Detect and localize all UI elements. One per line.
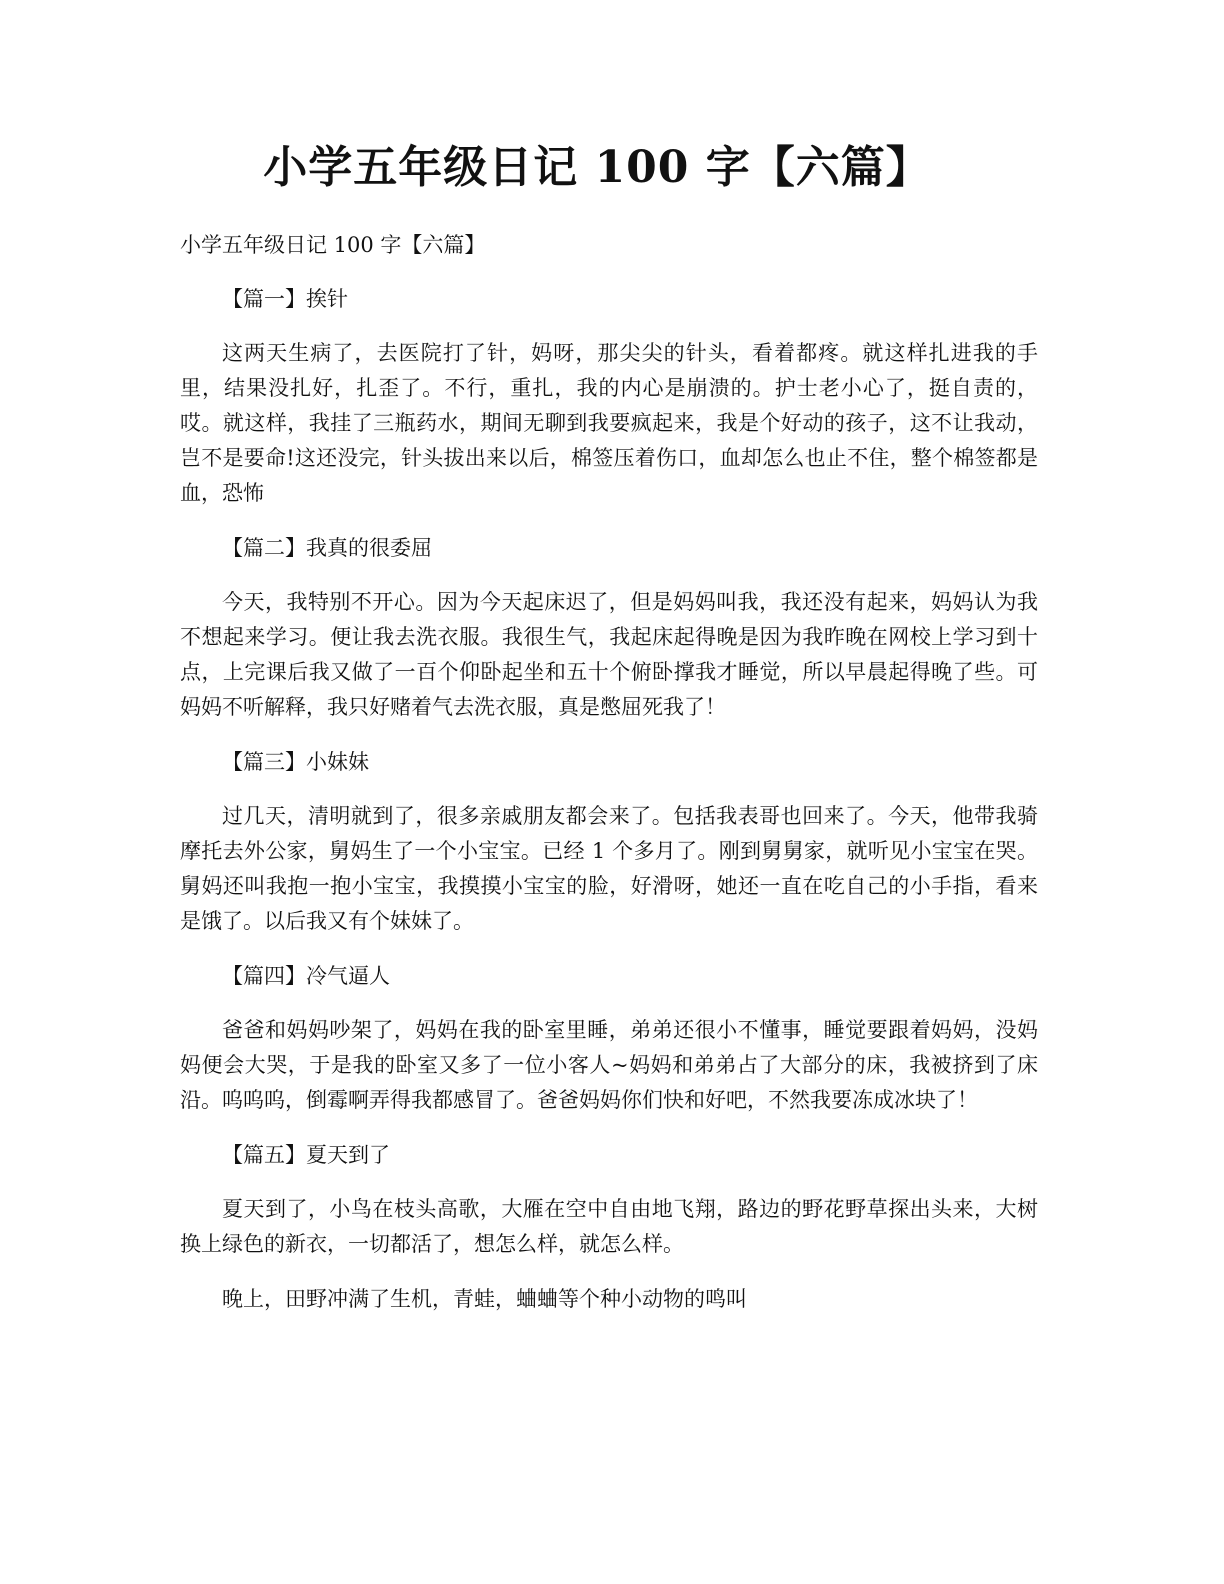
section-heading: 【篇五】夏天到了 [222,1143,390,1167]
section-paragraph: 夏天到了，小鸟在枝头高歌，大雁在空中自由地飞翔，路边的野花野草探出头来，大树换上绿色的新衣，一切都活了，想怎么样，就怎么样。 [180,1197,1038,1256]
section-4 [180,959,1038,1118]
section-paragraph: 过几天，清明就到了，很多亲戚朋友都会来了。包括我表哥也回来了。今天，他带我骑摩托去外公家，舅妈生了一个小宝宝。已经 1 个多月了。刚到舅舅家，就听见小宝宝在哭。舅妈还叫我抱一抱小宝宝，我摸摸小宝宝的脸，好滑呀，她还一直在吃自己的小手指，看来是饿了。以后我又有个妹妹了。 [180,804,1038,933]
section-paragraph: 这两天生病了，去医院打了针，妈呀，那尖尖的针头，看着都疼。就这样扎进我的手里，结果没扎好，扎歪了。不行，重扎，我的内心是崩溃的。护士老小心了，挺自责的，哎。就这样，我挂了三瓶药水，期间无聊到我要疯起来，我是个好动的孩子，这不让我动，岂不是要命!这还没完，针头拔出来以后，棉签压着伤口，血却怎么也止不住，整个棉签都是血，恐怖 [180,341,1038,505]
section-paragraph: 晚上，田野冲满了生机，青蛙，蛐蛐等个种小动物的鸣叫 [222,1287,747,1311]
section-heading: 【篇一】挨针 [222,287,348,311]
section-3 [180,745,1038,939]
section-paragraph: 爸爸和妈妈吵架了，妈妈在我的卧室里睡，弟弟还很小不懂事，睡觉要跟着妈妈，没妈妈便会大哭，于是我的卧室又多了一位小客人~妈妈和弟弟占了大部分的床，我被挤到了床沿。呜呜呜，倒霉啊弄得我都感冒了。爸爸妈妈你们快和好吧，不然我要冻成冰块了！ [180,1018,1038,1112]
section-heading: 【篇三】小妹妹 [222,750,369,774]
document-title: 小学五年级日记 100 字【六篇】 [263,142,931,193]
document-subtitle: 小学五年级日记 100 字【六篇】 [180,233,486,257]
section-2 [180,531,1038,725]
section-heading: 【篇四】冷气逼人 [222,964,390,988]
document-body [180,228,1038,1337]
section-5 [180,1138,1038,1317]
section-paragraph: 今天，我特别不开心。因为今天起床迟了，但是妈妈叫我，我还没有起来，妈妈认为我不想起来学习。便让我去洗衣服。我很生气，我起床起得晚是因为我昨晚在网校上学习到十点，上完课后我又做了一百个仰卧起坐和五十个俯卧撑我才睡觉，所以早晨起得晚了些。可妈妈不听解释，我只好赌着气去洗衣服，真是憋屈死我了！ [180,590,1038,719]
section-1 [180,282,1038,511]
section-heading: 【篇二】我真的很委屈 [222,536,432,560]
